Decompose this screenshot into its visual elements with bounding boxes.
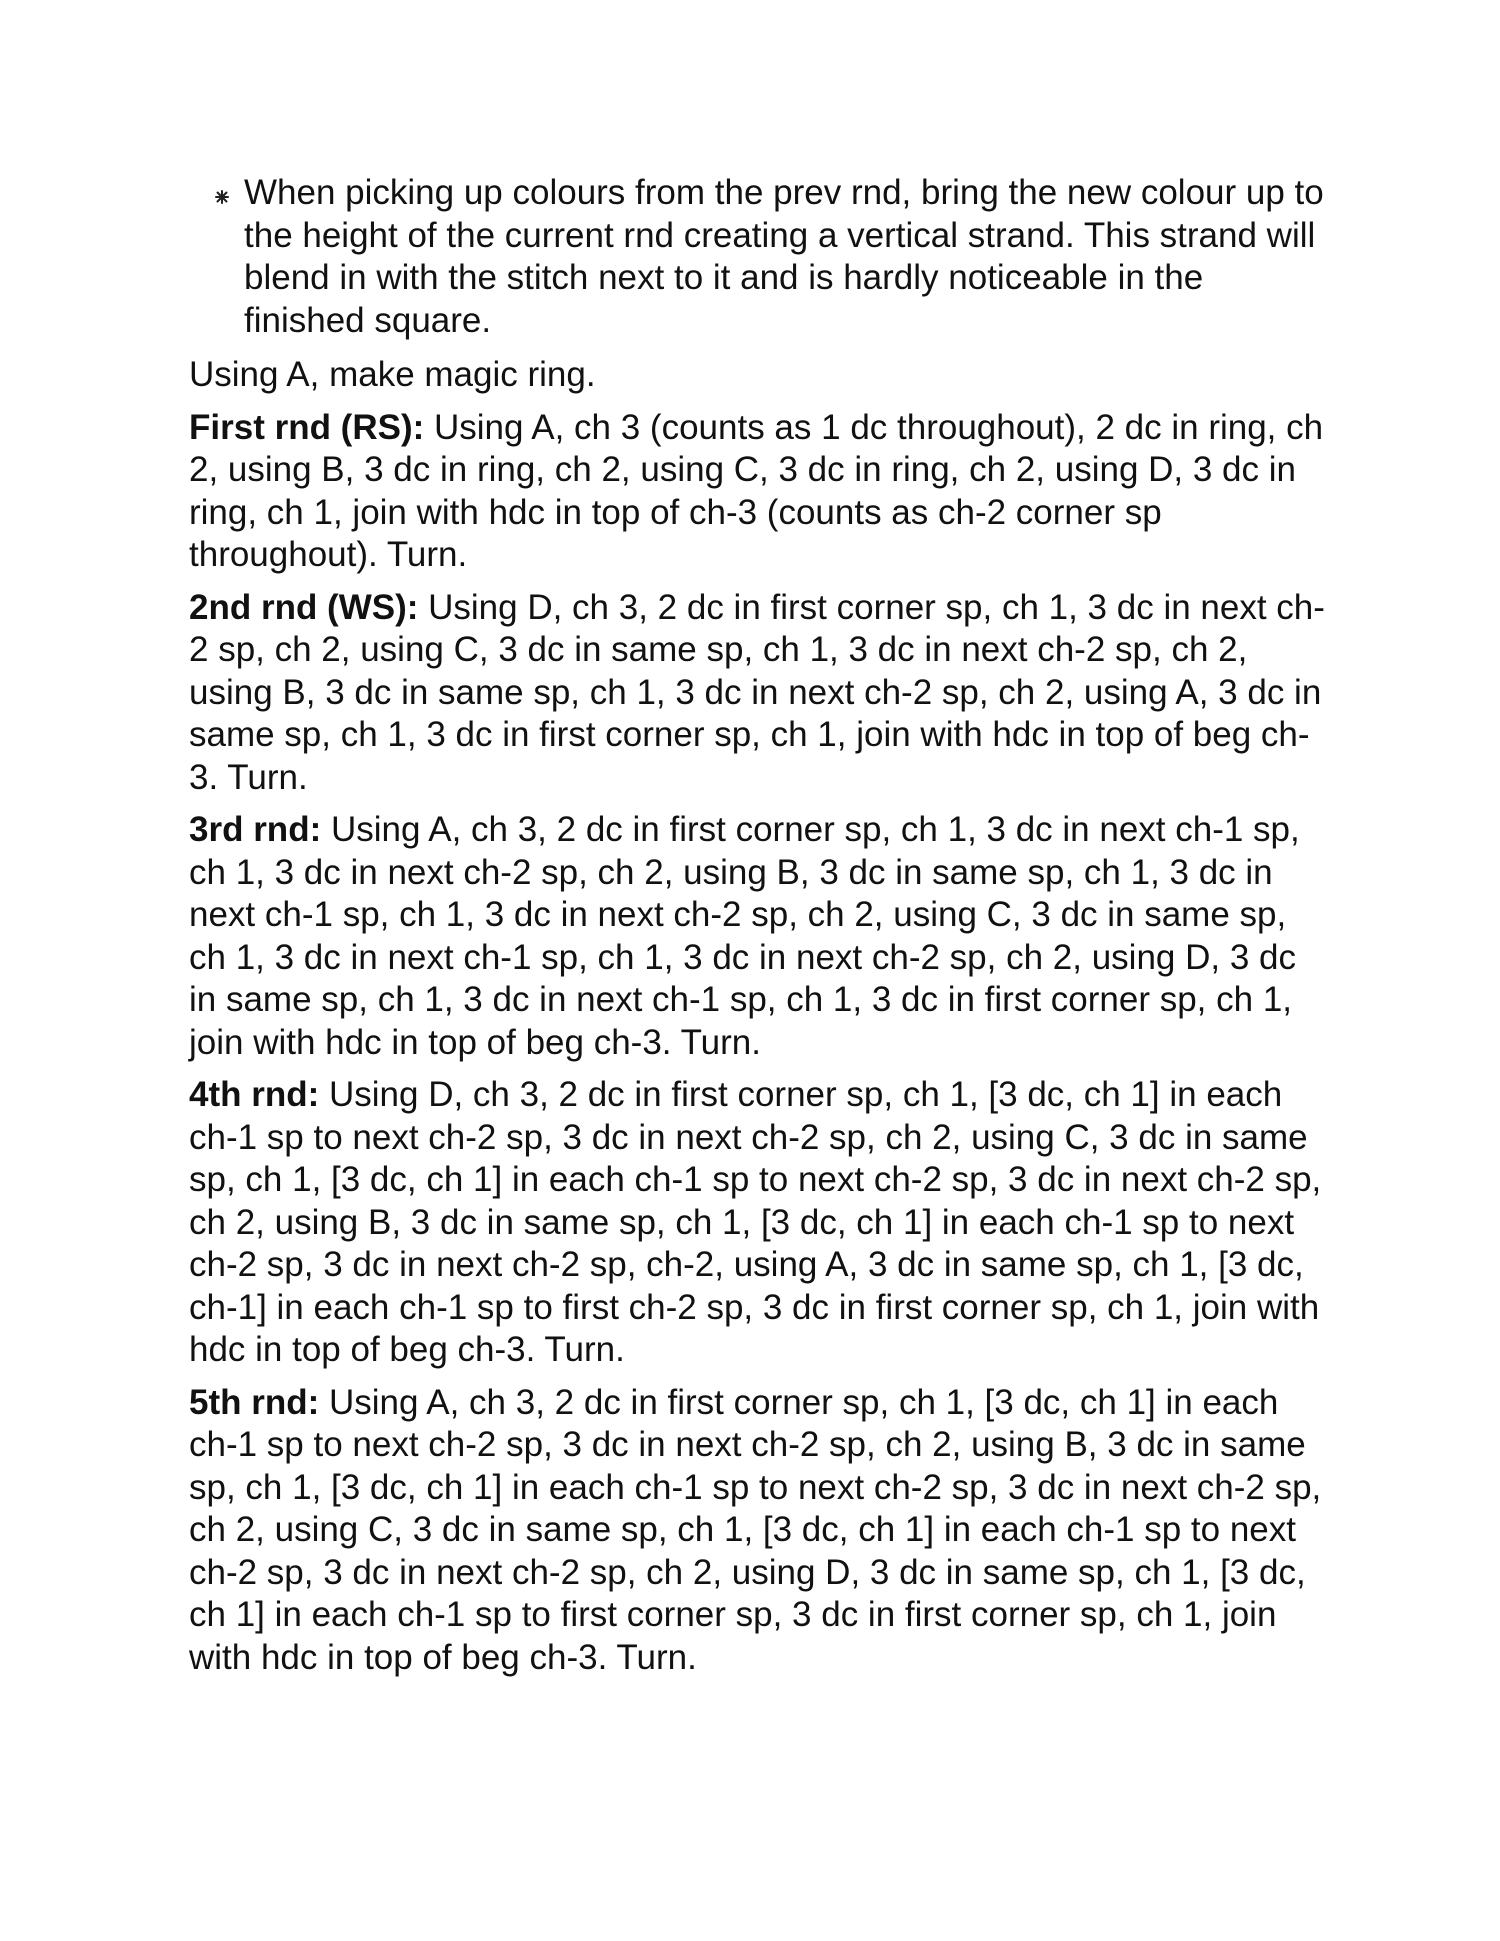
round-4-label: 4th rnd: <box>189 1075 320 1114</box>
round-2-instruction <box>189 587 1329 800</box>
intro-instruction: Using A, make magic ring. <box>189 355 596 394</box>
round-5-label: 5th rnd: <box>189 1382 320 1422</box>
round-3-text: Using A, ch 3, 2 dc in first corner sp, ch 1, 3 dc in next ch-1 sp, ch 1, 3 dc in next ch-2 sp, ch 2, using B, 3 dc in same sp, ch 1, 3 dc in next ch-1 sp, ch 1, 3 dc in next ch-2 sp, ch 2, using C, 3 dc in same sp, ch 1, 3 dc in next ch-1 sp, ch 1, 3 dc in next ch-2 sp, ch 2, using D, 3 dc in same sp, ch 1, 3 dc in next ch-1 sp, ch 1, 3 dc in first corner sp, ch 1, join with hdc in top of beg ch-3. Turn. <box>189 810 1300 1062</box>
round-3-label: 3rd rnd: <box>189 810 322 849</box>
round-2-label: 2nd rnd (WS): <box>189 587 419 627</box>
round-4-text: Using D, ch 3, 2 dc in first corner sp, ch 1, [3 dc, ch 1] in each ch-1 sp to next ch-2 sp, 3 dc in next ch-2 sp, ch 2, using C, 3 dc in same sp, ch 1, [3 dc, ch 1] in each ch-1 sp to next ch-2 sp, 3 dc in next ch-2 sp, ch 2, using B, 3 dc in same sp, ch 1, [3 dc, ch 1] in each ch-1 sp to next ch-2 sp, 3 dc in next ch-2 sp, ch-2, using A, 3 dc in same sp, ch 1, [3 dc, ch-1] in each ch-1 sp to first ch-2 sp, 3 dc in first corner sp, ch 1, join with hdc in top of beg ch-3. Turn. <box>189 1075 1322 1369</box>
bullet-note-text: When picking up colours from the prev rnd, bring the new colour up to the height of the current rnd creating a vertical strand. This strand will blend in with the stitch next to it and is hardly noticeable in the finished square. <box>244 173 1324 340</box>
asterisk-bullet-icon <box>215 190 229 204</box>
round-2-text: Using D, ch 3, 2 dc in first corner sp, ch 1, 3 dc in next ch-2 sp, ch 2, using C, 3 dc in same sp, ch 1, 3 dc in next ch-2 sp, ch 2, using B, 3 dc in same sp, ch 1, 3 dc in next ch-2 sp, ch 2, using A, 3 dc in same sp, ch 1, 3 dc in first corner sp, ch 1, join with hdc in top of beg ch-3. Turn. <box>189 587 1325 797</box>
round-5-instruction <box>189 1382 1329 1680</box>
round-1-label: First rnd (RS): <box>189 407 425 447</box>
round-1-text: Using A, ch 3 (counts as 1 dc throughout), 2 dc in ring, ch 2, using B, 3 dc in ring, ch 2, using C, 3 dc in ring, ch 2, using D, 3 dc in ring, ch 1, join with hdc in top of ch-3 (counts as ch-2 corner sp throughout). Turn. <box>189 407 1324 574</box>
round-5-text: Using A, ch 3, 2 dc in first corner sp, ch 1, [3 dc, ch 1] in each ch-1 sp to next ch-2 sp, 3 dc in next ch-2 sp, ch 2, using B, 3 dc in same sp, ch 1, [3 dc, ch 1] in each ch-1 sp to next ch-2 sp, 3 dc in next ch-2 sp, ch 2, using C, 3 dc in same sp, ch 1, [3 dc, ch 1] in each ch-1 sp to next ch-2 sp, 3 dc in next ch-2 sp, ch 2, using D, 3 dc in same sp, ch 1, [3 dc, ch 1] in each ch-1 sp to first corner sp, 3 dc in first corner sp, ch 1, join with hdc in top of beg ch-3. Turn. <box>189 1382 1322 1677</box>
round-4-instruction <box>189 1074 1329 1372</box>
document-page <box>189 172 1329 1689</box>
round-1-instruction <box>189 407 1329 577</box>
bullet-note <box>189 172 1329 342</box>
round-3-instruction <box>189 809 1329 1064</box>
